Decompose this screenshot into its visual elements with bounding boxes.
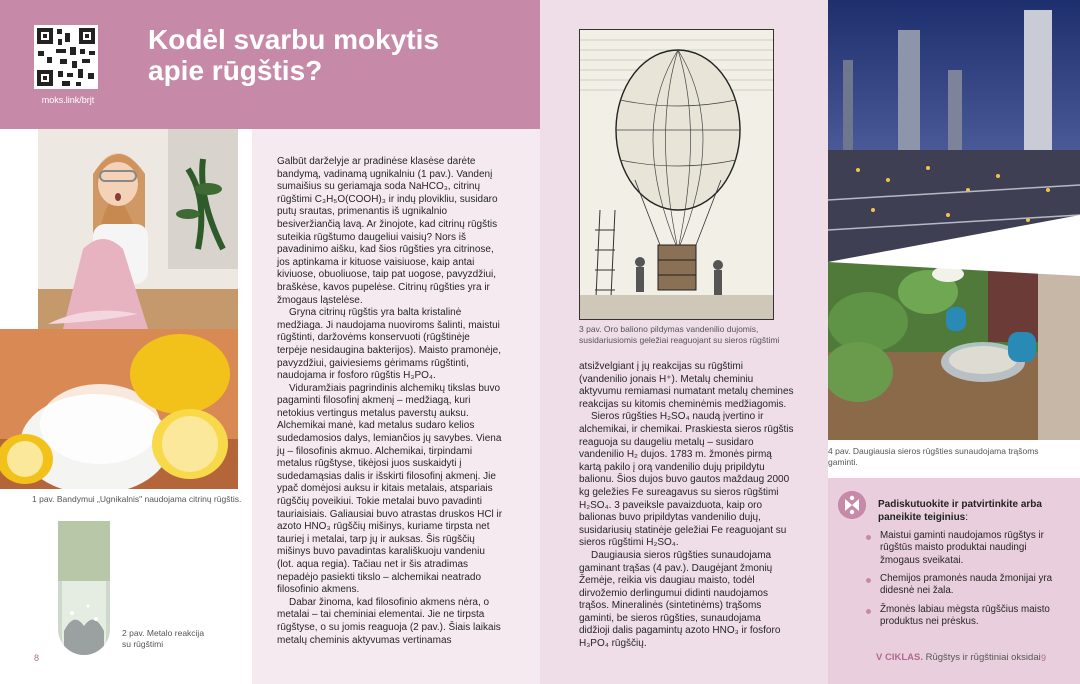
caption-fig3-line2: susidariusiomis geležiai reaguojant su sieros rūgštimi: [579, 335, 780, 345]
paragraph-3: Viduramžiais pagrindinis alchemikų tikslas buvo pagaminti filosofinį akmenį – medžiagą, kuri netokius vertingus metalus paverstų auksu. Alchemikai manė, kad metalus sudaro kelios sudedamosios dalys, lemiančios jų savybes. Viena jų – filosofinis akmuo. Alchemikai, tirpindami metalus rūgštyse, tikėjosi juos suskaidyti į sudedamąsias dalis ir išskirti filosofinį akmenį. Jie ypač domėjosi auksu ir kitais metalais, atspariais rūgščių poveikiui. Tokie metalai buvo pavadinti tauriaisiais. Galiausiai buvo atrastas druskos HCl ir azoto HNO₃ rūgščių mišinys, kuriame tirpsta net tauriej i metalai, tarp jų ir auksas. Šis rūgščių mišinys buvo pavadintas karališkuoju vandeniu (lot. aqua regia). Tačiau net ir šis atradimas nepadėjo pasiekti tikslo – alchemikai neatrado filosofinio akmens.: [277, 382, 503, 596]
paragraph-4: Dabar žinoma, kad filosofinio akmens nėra, o metalai – tai cheminiai elementai. Jie ne tirpsta rūgštyse, o su jomis reaguoja (2 pav.). Šiais laikais metalų cheminis aktyvumas vertinamas: [277, 596, 501, 646]
text-column-1: [277, 156, 503, 647]
discussion-icon: [838, 491, 866, 519]
caption-fig4-line2: gaminti.: [828, 457, 858, 467]
paragraph-7: Daugiausia sieros rūgšties sunaudojama gaminant trąšas (4 pav.). Daugėjant žmonių Žemėje, reikia vis daugiau maisto, todėl dirvožemio derlingumui didinti naudojamos trąšos. Mineralinės (sintetinėms) trąšoms gaminti, be sieros rūgšties, sunaudojama didžioji dalis pagamintų azoto HNO₃ ir fosforo H₃PO₄ rūgščių.: [579, 549, 781, 650]
photo-chemical-plant: [828, 0, 1080, 262]
page-number-left: 8: [34, 653, 40, 663]
photo-fertilizer: [828, 262, 1080, 440]
text-column-2: [579, 361, 794, 651]
bullet-icon: [866, 609, 871, 614]
chapter-footer: [876, 652, 1046, 663]
caption-fig3: [579, 324, 809, 346]
statement-1: Maistui gaminti naudojamos rūgštys ir rūgštūs maisto produktai naudingi žmogaus sveikatai.: [880, 530, 1044, 566]
discussion-heading-bold: Padiskutuokite ir patvirtinkite arba paneikite teiginius: [878, 499, 1042, 523]
photo-citric-acid-lemons: [0, 329, 238, 489]
caption-fig4: [828, 446, 1073, 468]
bullet-icon: [866, 535, 871, 540]
paragraph-1: Galbūt darželyje ar pradinėse klasėse darėte bandymą, vadinamą ugnikalniu (1 pav.). Vandenį sumaišius su geriamąja soda NaHCO₃, citrinų rūgštimi C₃H₅O(COOH)₃ ir indų plovikliu, susidaro putų srautas, primenantis iš ugnikalnio besiveržiančią lavą. Ar žinojote, kad citrinų rūgštis suteikia rūgštumo daugeliui vaisių? Nors iš pavadinimo aišku, kad šios rūgšties yra citrinose, jos aptinkama ir kituose vaisiuose, kaip antai kiviuose, obuoliuose, taip pat uogose, pavyzdžiui, braškėse, kavos pupelėse. Citrinų rūgšties yra ir žmogaus ląstelėse.: [277, 156, 498, 306]
page-number-right: 9: [1041, 653, 1047, 663]
caption-fig2: [122, 628, 242, 650]
title-line-2: apie rūgštis?: [148, 55, 323, 86]
photo-test-tube: [58, 521, 110, 655]
engraving-hydrogen-balloon: [579, 29, 774, 320]
caption-fig3-line1: 3 pav. Oro baliono pildymas vandenilio dujomis,: [579, 324, 759, 334]
qr-link[interactable]: moks.link/brjt: [41, 95, 95, 105]
paragraph-5: atsižvelgiant į jų reakcijas su rūgštimi (vandenilio jonais H⁺). Metalų cheminiu aktyvumu remiamasi numatant metalų chemines reakcijas su kitomis cheminėmis medžiagomis.: [579, 361, 794, 410]
bullet-icon: [866, 578, 871, 583]
discussion-heading: [878, 499, 1068, 524]
page-title: [148, 24, 528, 86]
caption-fig4-line1: 4 pav. Daugiausia sieros rūgšties sunaudojama trąšoms: [828, 446, 1039, 456]
chapter-title: Rūgštys ir rūgštiniai oksidai: [925, 652, 1041, 663]
paragraph-6: Sieros rūgšties H₂SO₄ naudą įvertino ir alchemikai, ir chemikai. Praskiesta sieros rūgštis reaguoja su daugeliu metalų – susidaro vandenilio H₂ dujos. 1783 m. žmonės pirmą kartą pakilo į orą vandenilio dujų pripildytu balionu. Šios dujos buvo gautos maždaug 2000 kg geležies Fe sureagavus su sieros rūgštimi H₂SO₄. 3 paveiksle pavaizduota, kaip oro balionas buvo pripildytas vandenilio dujų, susidariusių statinėje geležiai Fe reaguojant su sieros rūgštimi H₂SO₄.: [579, 411, 794, 549]
title-line-1: Kodėl svarbu mokytis: [148, 24, 439, 55]
photo-volcano-experiment: [38, 129, 238, 329]
discussion-heading-colon: :: [965, 511, 969, 523]
qr-code-icon[interactable]: [34, 25, 98, 89]
statement-2: Chemijos pramonės nauda žmonijai yra didesnė nei žala.: [880, 573, 1053, 597]
statement-3: Žmonės labiau mėgsta rūgščius maisto produktus nei prėskus.: [880, 604, 1050, 628]
caption-fig2-line2: su rūgštimi: [122, 639, 164, 649]
caption-fig2-line1: 2 pav. Metalo reakcija: [122, 628, 205, 638]
chapter-label: V CIKLAS.: [876, 652, 923, 663]
caption-fig1: 1 pav. Bandymui „Ugnikalnis" naudojama citrinų rūgštis.: [32, 494, 242, 504]
paragraph-2: Gryna citrinų rūgštis yra balta kristalinė medžiaga. Ji naudojama nuoviroms šalinti, maistui rūgštinti, daržovėms konservuoti (rūgštinėje terpėje nesidaugina bakterijos). Maisto pramonėje, pavyzdžiui, gaiviesiems gėrimams rūgštinti, naudojama ir fosforo rūgštis H₃PO₄.: [277, 307, 502, 382]
